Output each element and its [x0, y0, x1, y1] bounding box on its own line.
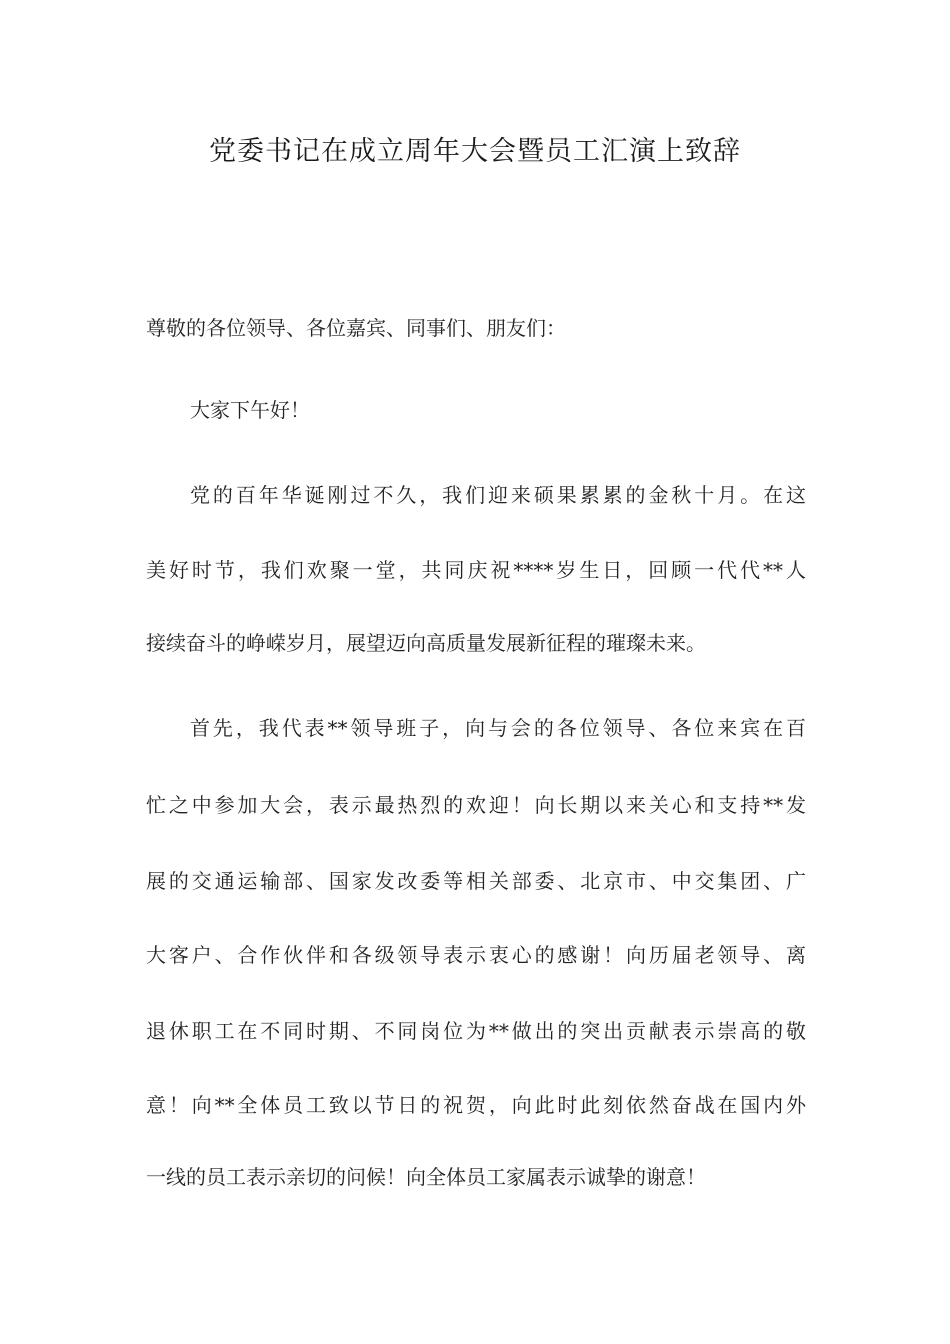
paragraph-2-line-3: 展的交通运输部、国家发改委等相关部委、北京市、中交集团、广 — [146, 869, 806, 893]
paragraph-2-line-2: 忙之中参加大会，表示最热烈的欢迎！向长期以来关心和支持**发 — [146, 793, 806, 817]
paragraph-2-line-6: 意！向**全体员工致以节日的祝贺，向此时此刻依然奋战在国内外 — [146, 1093, 806, 1117]
paragraph-2-line-1: 首先，我代表**领导班子，向与会的各位领导、各位来宾在百 — [190, 716, 806, 740]
document-title: 党委书记在成立周年大会暨员工汇演上致辞 — [209, 136, 741, 167]
salutation-line: 尊敬的各位领导、各位嘉宾、同事们、朋友们： — [146, 316, 566, 340]
paragraph-2-line-7: 一线的员工表示亲切的问候！向全体员工家属表示诚挚的谢意！ — [146, 1165, 706, 1189]
paragraph-1-line-3: 接续奋斗的峥嵘岁月，展望迈向高质量发展新征程的璀璨未来。 — [146, 631, 706, 655]
greeting-line: 大家下午好！ — [190, 398, 310, 422]
paragraph-2-line-5: 退休职工在不同时期、不同岗位为**做出的突出贡献表示崇高的敬 — [146, 1019, 806, 1043]
paragraph-2-line-4: 大客户、合作伙伴和各级领导表示衷心的感谢！向历届老领导、离 — [146, 943, 806, 967]
paragraph-1-line-2: 美好时节，我们欢聚一堂，共同庆祝****岁生日，回顾一代代**人 — [146, 558, 806, 582]
paragraph-1-line-1: 党的百年华诞刚过不久，我们迎来硕果累累的金秋十月。在这 — [190, 483, 806, 507]
